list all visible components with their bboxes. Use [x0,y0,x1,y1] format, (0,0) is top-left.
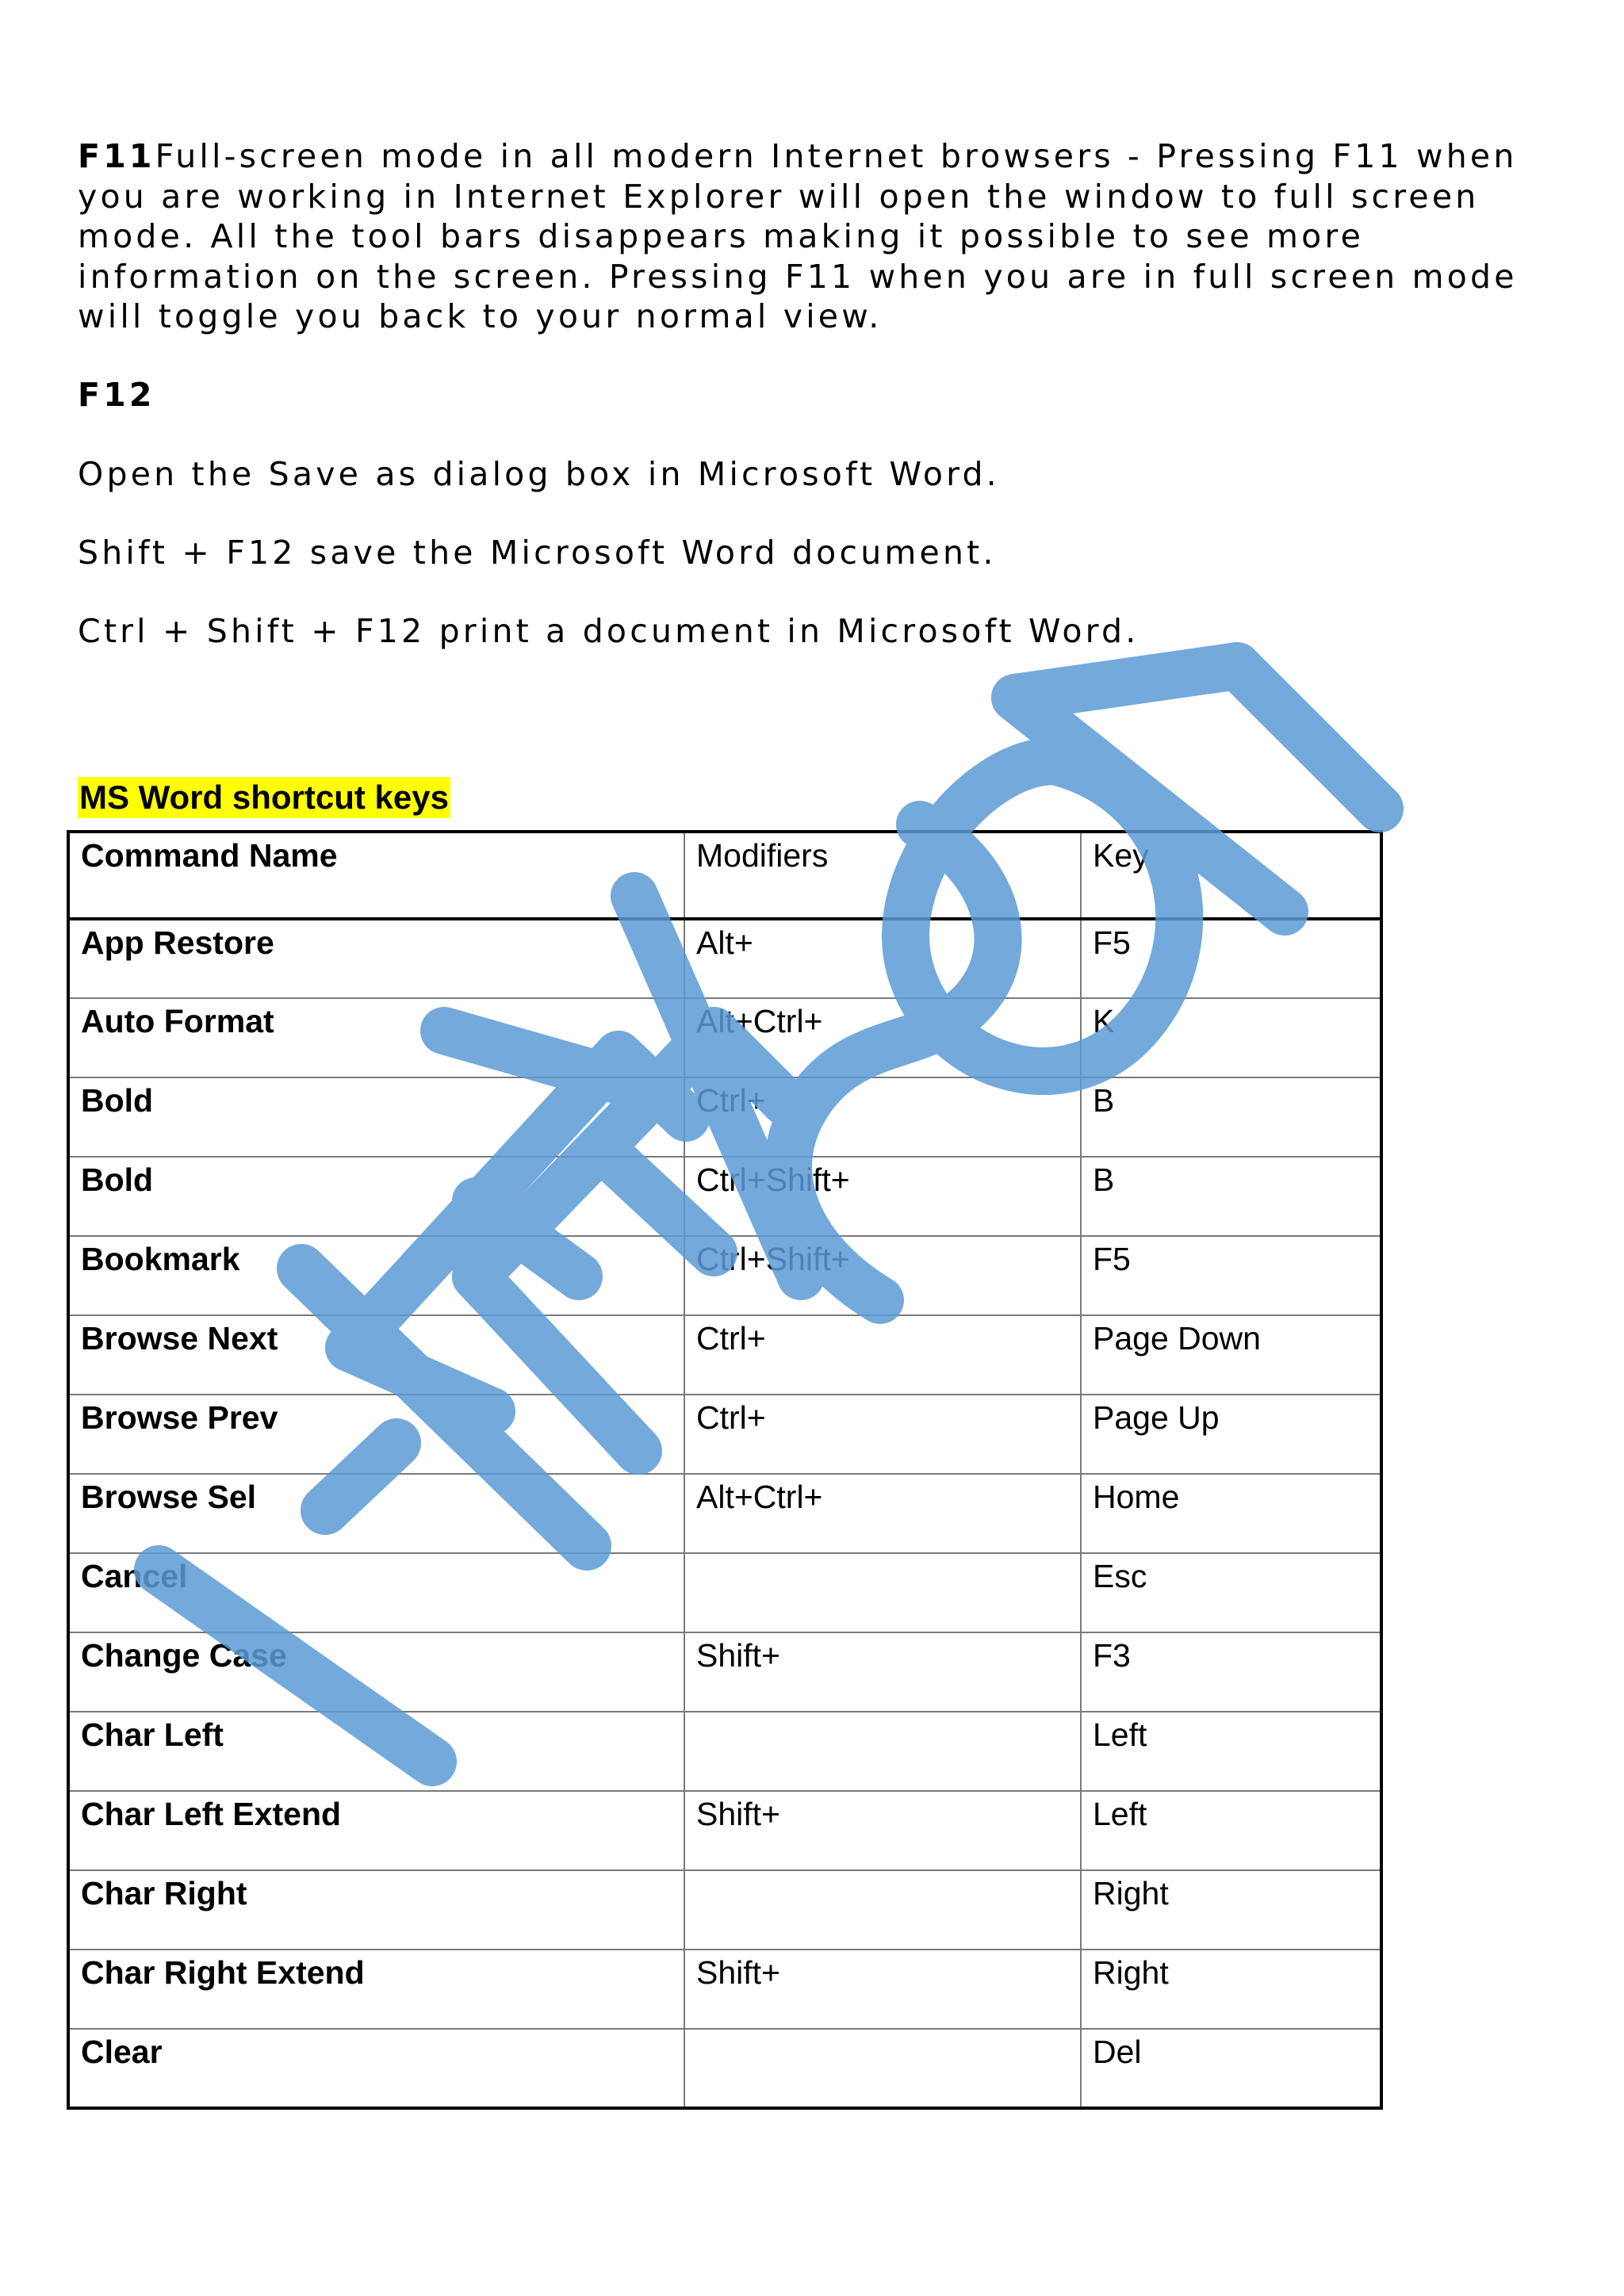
key-cell: Del [1081,2029,1381,2108]
table-header-row [68,832,1381,919]
f12-line-print: Ctrl + Shift + F12 print a document in Microsoft Word. [78,612,1139,650]
modifiers-cell: Ctrl+ [684,1315,1081,1395]
key-cell: Home [1081,1474,1381,1553]
table-row [68,1791,1381,1870]
header-command-name: Command Name [68,832,684,919]
key-cell: F5 [1081,919,1381,998]
table-row [68,919,1381,998]
table-row [68,1632,1381,1712]
modifiers-cell: Alt+Ctrl+ [684,998,1081,1077]
key-cell: Left [1081,1712,1381,1791]
modifiers-cell: Alt+ [684,919,1081,998]
table-row [68,1950,1381,2029]
command-cell: Browse Next [68,1315,684,1395]
command-cell: Cancel [68,1553,684,1632]
command-cell: Clear [68,2029,684,2108]
modifiers-cell: Ctrl+ [684,1395,1081,1474]
modifiers-cell: Shift+ [684,1632,1081,1712]
key-cell: F5 [1081,1236,1381,1315]
header-key: Key [1081,832,1381,919]
modifiers-cell [684,2029,1081,2108]
key-cell: Right [1081,1870,1381,1950]
modifiers-cell: Ctrl+Shift+ [684,1236,1081,1315]
command-cell: Char Left Extend [68,1791,684,1870]
f11-description: Full-screen mode in all modern Internet browsers - Pressing F11 when you are working in Internet Explorer will open the window to full screen mode. All the tool bars disappears making it possible to see more information on the screen. Pressing F11 when you are in full screen mode will toggle you back to your normal view. [78,137,1518,335]
key-cell: Left [1081,1791,1381,1870]
table-row [68,1474,1381,1553]
command-cell: Char Right [68,1870,684,1950]
table-row [68,1553,1381,1632]
command-cell: Auto Format [68,998,684,1077]
modifiers-cell: Ctrl+Shift+ [684,1157,1081,1236]
modifiers-cell [684,1553,1081,1632]
modifiers-cell: Shift+ [684,1950,1081,2029]
command-cell: App Restore [68,919,684,998]
command-cell: Change Case [68,1632,684,1712]
f12-heading: F12 [78,376,155,414]
table-row [68,1395,1381,1474]
f11-paragraph [78,136,1568,337]
f11-key-label: F11 [78,137,155,175]
command-cell: Bold [68,1077,684,1157]
key-cell: Page Up [1081,1395,1381,1474]
table-row [68,998,1381,1077]
shortcut-table [67,830,1383,2110]
command-cell: Bold [68,1157,684,1236]
table-row [68,1712,1381,1791]
table-row [68,1315,1381,1395]
table-row [68,1077,1381,1157]
key-cell: B [1081,1077,1381,1157]
command-cell: Bookmark [68,1236,684,1315]
section-title: MS Word shortcut keys [78,777,450,818]
key-cell: F3 [1081,1632,1381,1712]
key-cell: Esc [1081,1553,1381,1632]
header-modifiers: Modifiers [684,832,1081,919]
table-row [68,2029,1381,2108]
command-cell: Browse Prev [68,1395,684,1474]
key-cell: B [1081,1157,1381,1236]
table-row [68,1157,1381,1236]
modifiers-cell: Shift+ [684,1791,1081,1870]
modifiers-cell: Alt+Ctrl+ [684,1474,1081,1553]
table-row [68,1870,1381,1950]
key-cell: Right [1081,1950,1381,2029]
table-row [68,1236,1381,1315]
command-cell: Browse Sel [68,1474,684,1553]
command-cell: Char Left [68,1712,684,1791]
f12-line-shift-save: Shift + F12 save the Microsoft Word document. [78,534,997,572]
modifiers-cell [684,1870,1081,1950]
f12-line-save-as: Open the Save as dialog box in Microsoft Word. [78,455,1000,493]
command-cell: Char Right Extend [68,1950,684,2029]
key-cell: K [1081,998,1381,1077]
key-cell: Page Down [1081,1315,1381,1395]
modifiers-cell: Ctrl+ [684,1077,1081,1157]
modifiers-cell [684,1712,1081,1791]
